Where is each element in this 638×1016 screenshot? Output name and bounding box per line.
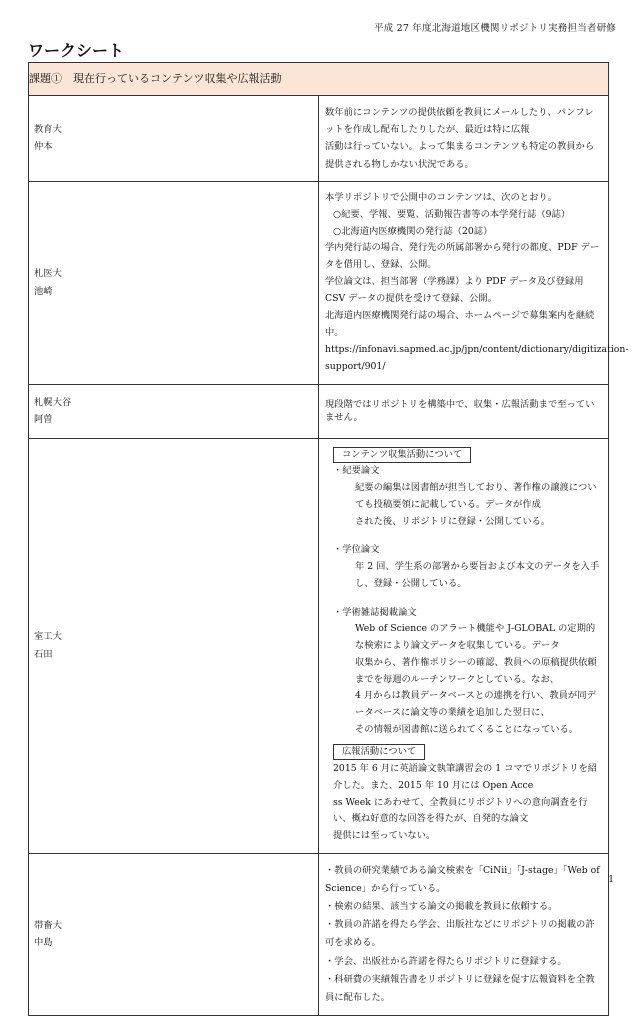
content-cell bbox=[319, 181, 629, 384]
table-row bbox=[29, 96, 609, 182]
org-name: 教育大 bbox=[34, 123, 62, 135]
table-row bbox=[29, 853, 609, 1015]
page-number: 1 bbox=[608, 875, 614, 885]
content-line: その情報が図書館に送られてくることになっている。 bbox=[355, 723, 579, 735]
document-title: ワークシート bbox=[28, 41, 125, 60]
org-cell bbox=[29, 853, 319, 1015]
content-line: 数年前にコンテンツの提供依頼を教員にメールしたり、パンフレットを作成し配布したりしたが、最近は特に広報 bbox=[325, 107, 594, 136]
content-line: ・教員の研究業績である論文検索を「CiNii」「J-stage」「Web of Science」から行っている。 bbox=[325, 864, 603, 894]
content-line: 現段階ではリポジトリを構築中で、収集・広報活動まで至っていません。 bbox=[325, 399, 595, 424]
person-name: 阿曽 bbox=[34, 414, 53, 426]
person-name: 池崎 bbox=[34, 285, 53, 297]
table-row bbox=[29, 181, 609, 384]
content-line: 学内発行誌の場合、発行先の所属部署から発行の都度、PDF データを借用し、登録、公開。 bbox=[325, 242, 600, 271]
table-row bbox=[29, 438, 609, 853]
org-cell bbox=[29, 438, 319, 853]
content-line: ・教員の許諾を得たら学会、出版社などにリポジトリの掲載の許可を求める。 bbox=[325, 919, 595, 949]
org-name: 札幌大谷 bbox=[34, 396, 72, 408]
org-cell bbox=[29, 181, 319, 384]
table-row bbox=[29, 384, 609, 438]
content-line: された後、リポジトリに登録・公開している。 bbox=[355, 515, 551, 527]
content-cell bbox=[319, 438, 609, 853]
org-name: 札医大 bbox=[34, 268, 62, 280]
worksheet-table bbox=[28, 62, 629, 1016]
person-name: 中島 bbox=[34, 937, 53, 949]
content-cell bbox=[319, 853, 609, 1015]
item-heading: ・紀要論文 bbox=[333, 465, 380, 477]
pr-section-label: 広報活動について bbox=[333, 744, 425, 760]
collect-section-label: コンテンツ収集活動について bbox=[333, 447, 471, 463]
item-heading: ・学術雑誌掲載論文 bbox=[333, 606, 417, 618]
content-cell bbox=[319, 96, 609, 182]
org-cell bbox=[29, 384, 319, 438]
item-heading: ・学位論文 bbox=[333, 544, 380, 556]
content-line: 年 2 回、学生系の部署から要旨および本文のデータを入手し、登録・公開している。 bbox=[355, 561, 600, 589]
content-cell bbox=[319, 384, 609, 438]
content-line: ・検索の結果、該当する論文の掲載を教員に依頼する。 bbox=[325, 901, 558, 913]
task-label: 課題① 現在行っているコンテンツ収集や広報活動 bbox=[29, 63, 609, 96]
org-name: 室工大 bbox=[34, 631, 62, 643]
org-name: 帯畜大 bbox=[34, 919, 62, 931]
content-line: ○北海道内医療機関の発行誌（20誌） bbox=[333, 225, 493, 237]
content-line: Web of Science のアラート機能や J-GLOBAL の定期的な検索により論文データを収集している。データ bbox=[355, 623, 596, 652]
content-line: ss Week にあわせて、全教員にリポジトリへの意向調査を行い、概ね好意的な回答を得たが、自発的な論文 bbox=[333, 796, 588, 825]
content-line: 本学リポジトリで公開中のコンテンツは、次のとおり。 bbox=[325, 191, 557, 203]
content-line: 提供には至っていない。 bbox=[333, 830, 436, 842]
content-line: 2015 年 6 月に英語論文執筆講習会の 1 コマでリポジトリを紹介した。また、2015 年 10 月には Open Acce bbox=[333, 763, 598, 791]
content-line: 4 月からは教員データベースとの連携を行い、教員が同データベースに論文等の業績を追加した翌日に、 bbox=[355, 690, 596, 718]
header-note: 平成 27 年度北海道地区機関リポジトリ実務担当者研修 bbox=[373, 23, 616, 34]
content-line: 紀要の編集は図書館が担当しており、著作権の譲渡についても投稿要領に記載している。データが作成 bbox=[355, 482, 597, 510]
content-line: ・科研費の実績報告書をリポジトリに登録を促す広報資料を全教員に配布した。 bbox=[325, 973, 595, 1003]
person-name: 石田 bbox=[34, 648, 53, 660]
org-cell bbox=[29, 96, 319, 182]
content-line: 収集から、著作権ポリシーの確認、教員への原稿提供依頼までを毎週のルーチンワークとしている。なお、 bbox=[355, 656, 597, 685]
content-line: 北海道内医療機関発行誌の場合、ホームページで募集案内を継続中。 bbox=[325, 310, 595, 338]
task-header-row bbox=[29, 63, 609, 96]
content-line: 学位論文は、担当部署（学務課）より PDF データ及び登録用 CSV データの提供を受けて登録、公開。 bbox=[325, 276, 587, 305]
person-name: 仲本 bbox=[34, 141, 53, 153]
content-line: ○紀要、学報、要覧、活動報告書等の本学発行誌（9誌） bbox=[333, 208, 571, 220]
content-line: 活動は行っていない。よって集まるコンテンツも特定の教員から提供される物しかない状況である。 bbox=[325, 141, 595, 170]
content-line: ・学会、出版社から許諾を得たらリポジトリに登録する。 bbox=[325, 955, 567, 967]
url-text: https://infonavi.sapmed.ac.jp/jpn/content/dictionary/digitization-support/901/ bbox=[325, 343, 629, 372]
